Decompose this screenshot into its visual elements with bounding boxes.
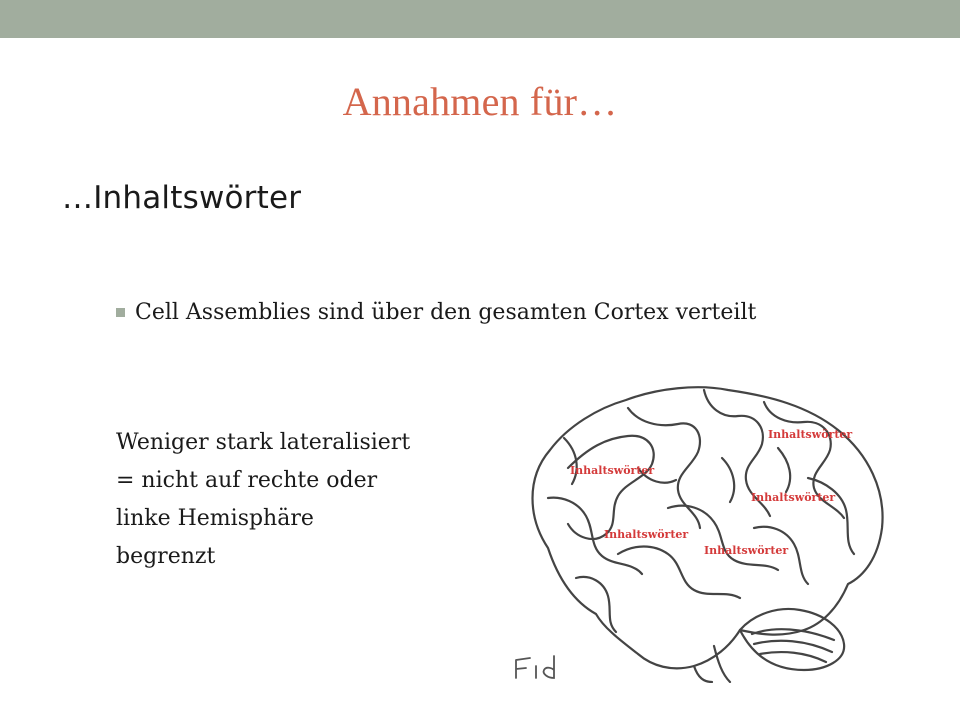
body-paragraph	[116, 424, 410, 576]
bullet-item	[116, 300, 756, 325]
paragraph-line: linke Hemisphäre	[116, 506, 314, 531]
square-bullet-icon	[116, 308, 125, 317]
slide-subtitle: …Inhaltswörter	[62, 180, 302, 216]
paragraph-line: begrenzt	[116, 544, 216, 569]
top-accent-bar	[0, 0, 960, 38]
brain-label-parietal: Inhaltswörter	[768, 428, 853, 441]
brain-drawing	[508, 378, 888, 683]
paragraph-line: Weniger stark lateralisiert	[116, 430, 411, 455]
slide-title: Annahmen für…	[342, 79, 618, 124]
paragraph-line: = nicht auf rechte oder	[116, 468, 378, 493]
brain-label-occipital: Inhaltswörter	[751, 491, 836, 504]
brain-illustration	[508, 378, 888, 683]
brain-label-temporal: Inhaltswörter	[704, 544, 789, 557]
brain-label-frontal: Inhaltswörter	[570, 464, 655, 477]
brain-label-lower-frontal: Inhaltswörter	[604, 528, 689, 541]
bullet-text: Cell Assemblies sind über den gesamten Cortex verteilt	[135, 300, 757, 325]
